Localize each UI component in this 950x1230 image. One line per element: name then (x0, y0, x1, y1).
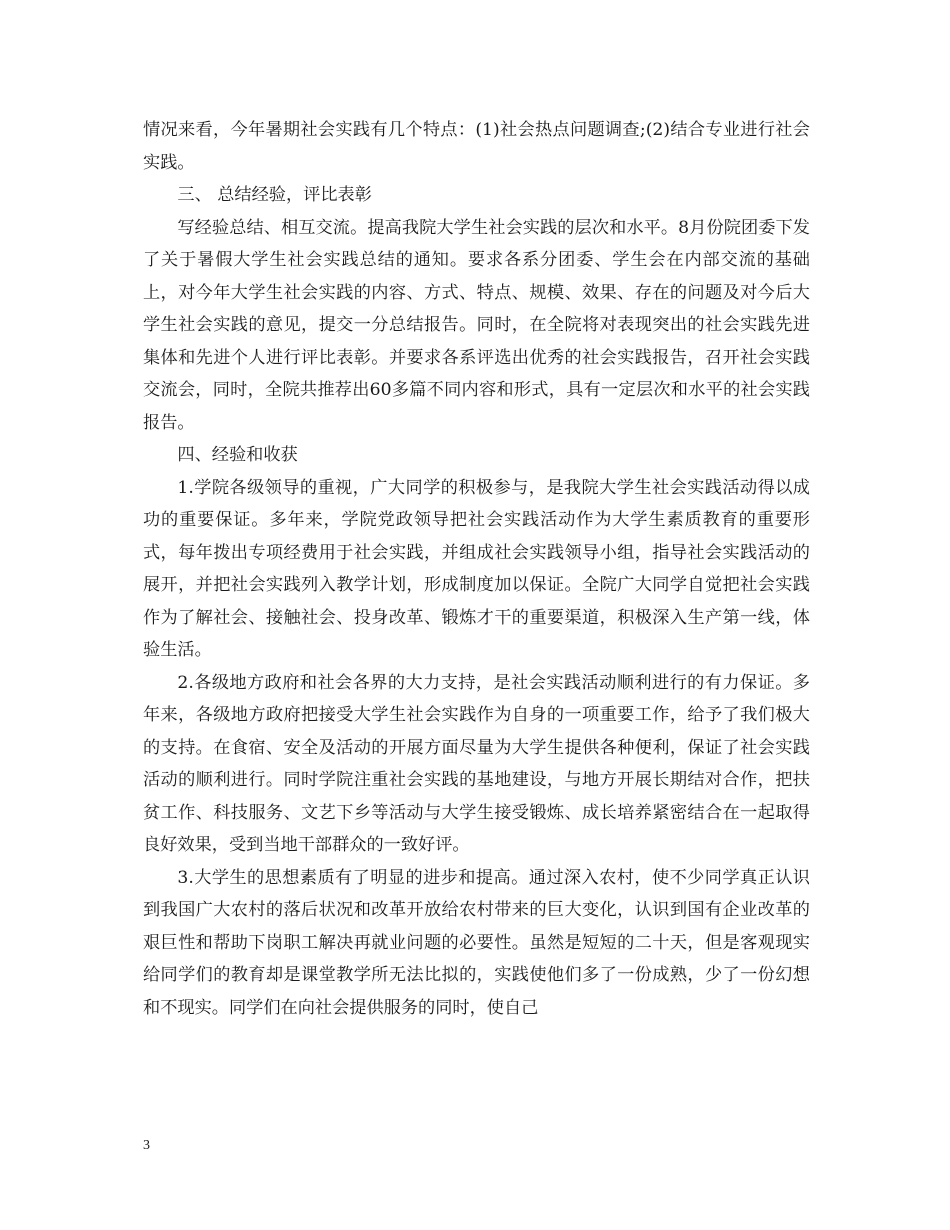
paragraph-continued: 情况来看，今年暑期社会实践有几个特点：(1)社会热点问题调查;(2)结合专业进行社会实践。 (143, 120, 810, 173)
paragraph-point-1: 1.学院各级领导的重视，广大同学的积极参与，是我院大学生社会实践活动得以成功的重要保证。多年来，学院党政领导把社会实践活动作为大学生素质教育的重要形式，每年拨出专项经费用于社会实践，并组成社会实践领导小组，指导社会实践活动的展开，并把社会实践列入教学计划，形成制度加以保证。全院广大同学自觉把社会实践作为了解社会、接触社会、投身改革、锻炼才干的重要渠道，积极深入生产第一线，体验生活。 (143, 477, 810, 660)
section-heading-summary: 三、 总结经验，评比表彰 (177, 185, 372, 205)
page-number: 3 (143, 1138, 150, 1153)
paragraph-summary: 写经验总结、相互交流。提高我院大学生社会实践的层次和水平。8月份院团委下发了关于暑假大学生社会实践总结的通知。要求各系分团委、学生会在内部交流的基础上，对今年大学生社会实践的内容、方式、特点、规模、效果、存在的问题及对今后大学生社会实践的意见，提交一分总结报告。同时，在全院将对表现突出的社会实践先进集体和先进个人进行评比表彰。并要求各系评选出优秀的社会实践报告，召开社会实践交流会，同时，全院共推荐出60多篇不同内容和形式，具有一定层次和水平的社会实践报告。 (143, 217, 810, 433)
paragraph-point-3: 3.大学生的思想素质有了明显的进步和提高。通过深入农村，使不少同学真正认识到我国广大农村的落后状况和改革开放给农村带来的巨大变化，认识到国有企业改革的艰巨性和帮助下岗职工解决再就业问题的必要性。虽然是短短的二十天，但是客观现实给同学们的教育却是课堂教学所无法比拟的，实践使他们多了一份成熟，少了一份幻想和不现实。同学们在向社会提供服务的同时，使自己 (143, 867, 810, 1018)
document-body (143, 114, 810, 1024)
section-heading-experience: 四、经验和收获 (177, 445, 298, 465)
paragraph-point-2: 2.各级地方政府和社会各界的大力支持，是社会实践活动顺利进行的有力保证。多年来，各级地方政府把接受大学生社会实践作为自身的一项重要工作，给予了我们极大的支持。在食宿、安全及活动的开展方面尽量为大学生提供各种便利，保证了社会实践活动的顺利进行。同时学院注重社会实践的基地建设，与地方开展长期结对合作，把扶贫工作、科技服务、文艺下乡等活动与大学生接受锻炼、成长培养紧密结合在一起取得良好效果，受到当地干部群众的一致好评。 (143, 672, 810, 855)
